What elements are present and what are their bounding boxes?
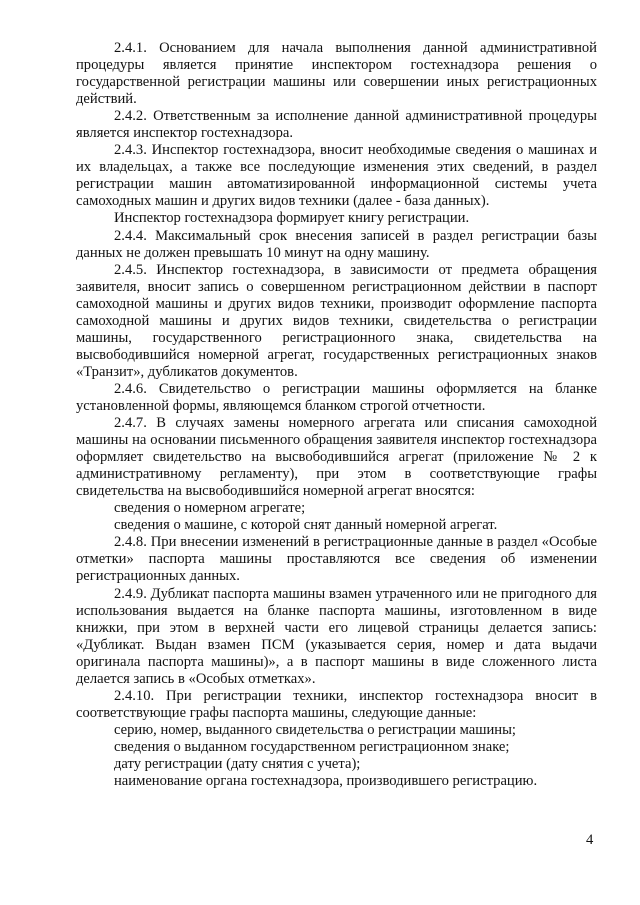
list-item-machine-info: сведения о машине, с которой снят данный номерной агрегат. — [114, 517, 498, 534]
list-item-authority-name: наименование органа гостехнадзора, производившего регистрацию. — [114, 773, 538, 790]
document-page — [76, 40, 597, 790]
paragraph-2-4-6: 2.4.6. Свидетельство о регистрации машины оформляется на бланке установленной формы, являющемся бланком строгой отчетности. — [76, 380, 597, 414]
paragraph-2-4-7: 2.4.7. В случаях замены номерного агрегата или списания самоходной машины на основании письменного обращения заявителя инспектор гостехнадзора оформляет свидетельство на высвободившийся агрегат (приложение № 2 к административному регламенту), при этом в соответствующие графы свидетельства на высвободившийся номерной агрегат вносятся: — [76, 415, 597, 500]
paragraph-2-4-2: 2.4.2. Ответственным за исполнение данной административной процедуры является инспектор гостехнадзора. — [76, 108, 597, 142]
paragraph-registration-book: Инспектор гостехнадзора формирует книгу регистрации. — [114, 210, 470, 227]
paragraph-2-4-8: 2.4.8. При внесении изменений в регистрационные данные в раздел «Особые отметки» паспорта машины проставляются все сведения об изменении регистрационных данных. — [76, 534, 597, 585]
list-item-registration-date: дату регистрации (дату снятия с учета); — [114, 755, 361, 772]
list-item-plate-info: сведения о выданном государственном регистрационном знаке; — [114, 738, 510, 755]
page-number: 4 — [586, 832, 594, 848]
list-item-certificate-number: серию, номер, выданного свидетельства о регистрации машины; — [114, 721, 516, 738]
paragraph-2-4-4: 2.4.4. Максимальный срок внесения записей в раздел регистрации базы данных не должен превышать 10 минут на одну машину. — [76, 227, 597, 261]
paragraph-2-4-3: 2.4.3. Инспектор гостехнадзора, вносит необходимые сведения о машинах и их владельцах, а также все последующие изменения этих сведений, в раздел регистрации машин автоматизированной информационной системы учета самоходных машин и других видов техники (далее - база данных). — [76, 142, 597, 210]
paragraph-2-4-1: 2.4.1. Основанием для начала выполнения данной административной процедуры является принятие инспектором гостехнадзора решения о государственной регистрации машины или совершении иных регистрационных действий. — [76, 40, 597, 108]
paragraph-2-4-5: 2.4.5. Инспектор гостехнадзора, в зависимости от предмета обращения заявителя, вносит запись о совершенном регистрационном действии в паспорт самоходной машины и других видов техники, производит оформление паспорта самоходной машины и других видов техники, свидетельства о регистрации машины, государственного регистрационного знака, свидетельства на высвободившийся номерной агрегат, государственных регистрационных знаков «Транзит», дубликатов документов. — [76, 261, 597, 380]
paragraph-2-4-10: 2.4.10. При регистрации техники, инспектор гостехнадзора вносит в соответствующие графы паспорта машины, следующие данные: — [76, 687, 597, 721]
paragraph-2-4-9: 2.4.9. Дубликат паспорта машины взамен утраченного или не пригодного для использования выдается на бланке паспорта машины, изготовленном в виде книжки, при этом в верхней части его лицевой страницы делается запись: «Дубликат. Выдан взамен ПСМ (указывается серия, номер и дата выдачи оригинала паспорта машины)», а в паспорт машины в виде сложенного листа делается запись в «Особых отметках». — [76, 585, 597, 687]
list-item-unit-info: сведения о номерном агрегате; — [114, 500, 306, 517]
